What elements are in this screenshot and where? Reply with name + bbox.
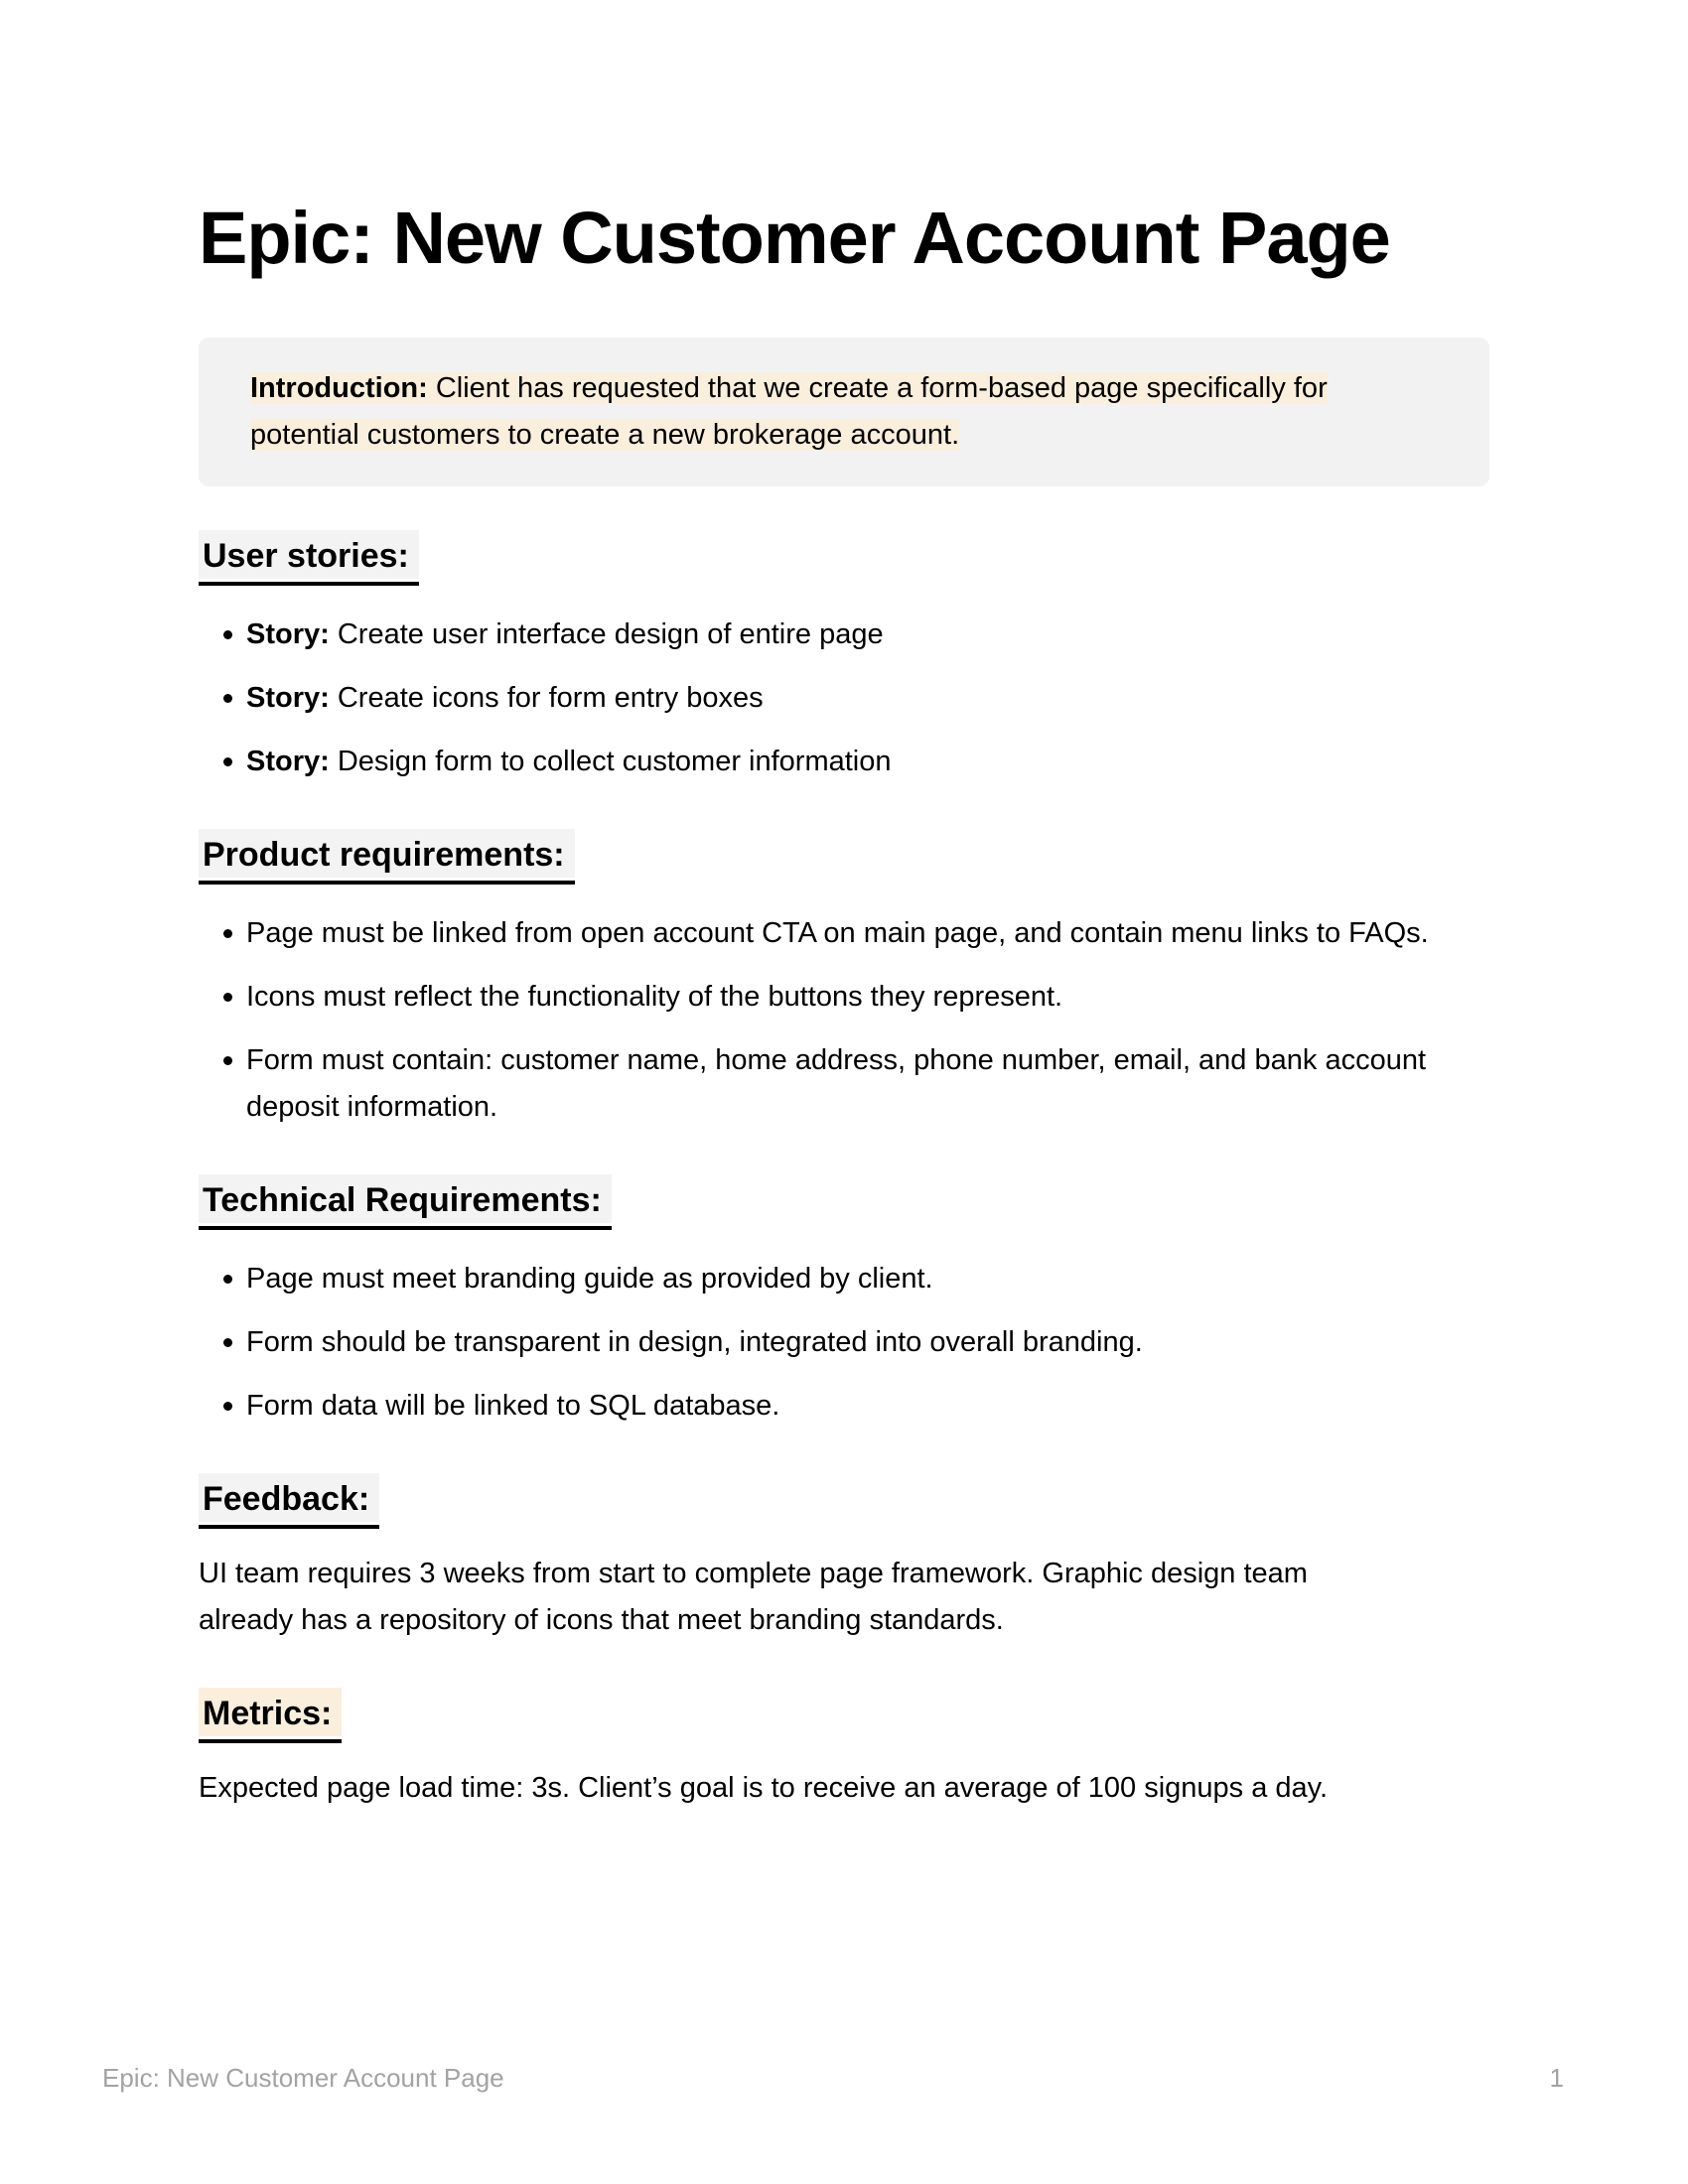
document-page xyxy=(199,0,1489,1812)
heading-underline xyxy=(199,1688,342,1743)
intro-highlighted-text xyxy=(250,372,1328,451)
list-item: Form must contain: customer name, home address, phone number, email, and bank account deposit information. xyxy=(199,1037,1448,1131)
heading-user-stories xyxy=(199,530,1489,586)
list-item xyxy=(199,675,1448,722)
story-text: Create user interface design of entire page xyxy=(329,618,884,650)
heading-metrics xyxy=(199,1688,1489,1743)
heading-text: Technical Requirements: xyxy=(199,1174,612,1223)
heading-text: Product requirements: xyxy=(199,829,575,878)
footer-page-number: 1 xyxy=(1549,2063,1564,2093)
heading-underline xyxy=(199,1174,612,1230)
story-label: Story: xyxy=(246,618,330,650)
story-label: Story: xyxy=(246,682,330,714)
technical-requirements-list xyxy=(199,1256,1489,1430)
user-stories-list xyxy=(199,612,1489,785)
product-requirements-list xyxy=(199,910,1489,1131)
list-item xyxy=(199,739,1448,785)
list-item: Icons must reflect the functionality of the buttons they represent. xyxy=(199,974,1448,1021)
heading-underline xyxy=(199,829,575,885)
heading-text: User stories: xyxy=(199,530,419,579)
heading-underline xyxy=(199,530,419,586)
intro-label: Introduction: xyxy=(250,372,428,404)
heading-technical-requirements xyxy=(199,1174,1489,1230)
heading-product-requirements xyxy=(199,829,1489,885)
intro-paragraph xyxy=(250,365,1438,459)
story-text: Create icons for form entry boxes xyxy=(329,682,764,714)
feedback-paragraph: UI team requires 3 weeks from start to complete page framework. Graphic design team already has a repository of icons that meet branding standards. xyxy=(199,1558,1308,1636)
footer-document-title: Epic: New Customer Account Page xyxy=(102,2063,504,2093)
heading-underline xyxy=(199,1473,379,1529)
list-item: Form data will be linked to SQL database. xyxy=(199,1383,1448,1430)
heading-text: Feedback: xyxy=(199,1473,379,1522)
heading-feedback xyxy=(199,1473,1489,1529)
list-item: Page must be linked from open account CTA on main page, and contain menu links to FAQs. xyxy=(199,910,1448,957)
story-label: Story: xyxy=(246,746,330,777)
list-item: Form should be transparent in design, integrated into overall branding. xyxy=(199,1319,1448,1366)
list-item xyxy=(199,612,1448,658)
heading-text: Metrics: xyxy=(199,1688,342,1736)
metrics-paragraph: Expected page load time: 3s. Client’s goal is to receive an average of 100 signups a day. xyxy=(199,1772,1329,1804)
list-item: Page must meet branding guide as provided by client. xyxy=(199,1256,1448,1302)
intro-callout-box xyxy=(199,338,1489,486)
intro-text: Client has requested that we create a form-based page specifically for potential customers to create a new brokerage account. xyxy=(250,372,1328,451)
page-title: Epic: New Customer Account Page xyxy=(199,197,1390,279)
story-text: Design form to collect customer information xyxy=(329,746,892,777)
